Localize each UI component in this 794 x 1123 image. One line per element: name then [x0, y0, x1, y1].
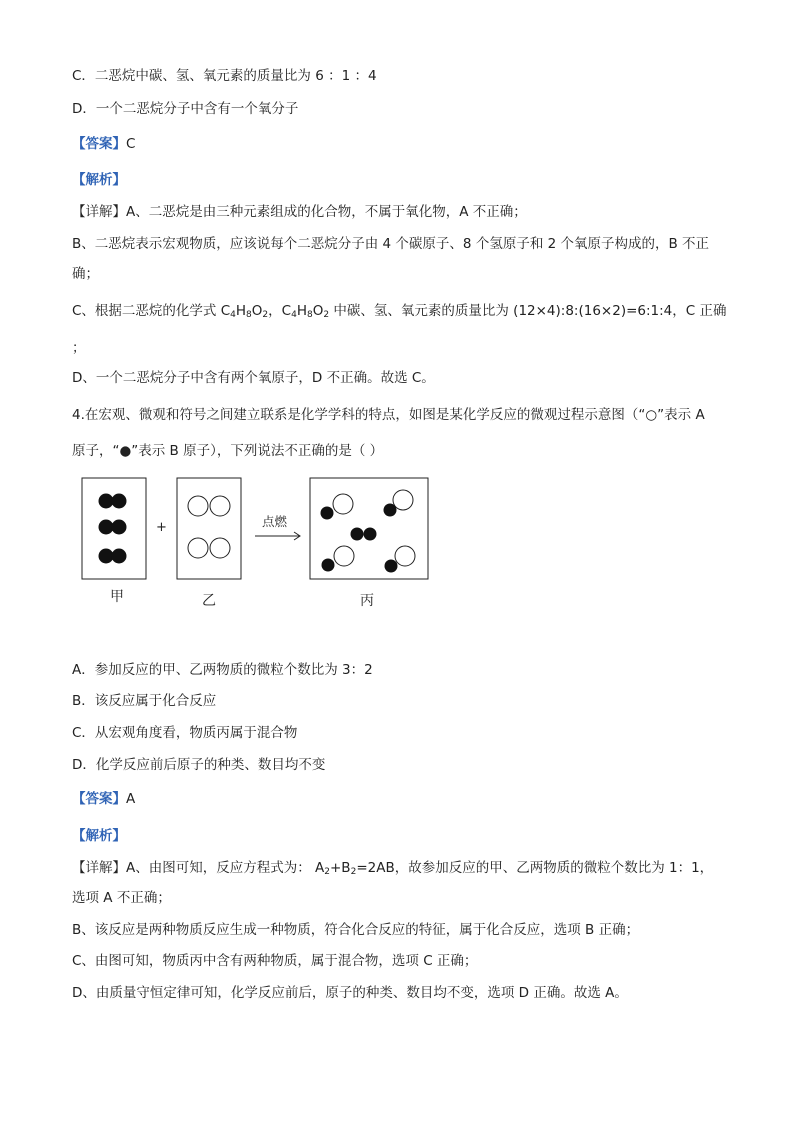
b-atom [351, 528, 364, 541]
b-atom [321, 507, 334, 520]
option-d: D．一个二恶烷分子中含有一个氧分子 [72, 101, 299, 117]
detail-b: B、该反应是两种物质反应生成一种物质，符合化合反应的特征，属于化合反应，选项 B 正确； [72, 922, 640, 938]
h: H [296, 303, 307, 319]
option-b: B．该反应属于化合反应 [72, 693, 217, 709]
b-atom [99, 520, 114, 535]
b-atom [99, 494, 114, 509]
a-atom [188, 496, 208, 516]
b-atom [112, 549, 127, 564]
detail-c-post: 中碳、氢、氧元素的质量比为 (12×4):8:(16×2)=6:1:4，C 正确 [329, 303, 727, 319]
sub: 8 [246, 310, 252, 320]
answer-row [72, 789, 135, 809]
option-c: C．二恶烷中碳、氢、氧元素的质量比为 6 ：1 ：4 [72, 68, 377, 84]
detail-c: C、由图可知，物质丙中含有两种物质，属于混合物，选项 C 正确； [72, 953, 478, 969]
yi-molecules [188, 496, 230, 558]
jia-molecules [99, 494, 127, 564]
a-atom [188, 538, 208, 558]
detail-a-pre: 【详解】A、由图可知，反应方程式为： A [72, 860, 325, 876]
detail-d: D、由质量守恒定律可知，化学反应前后，原子的种类、数目均不变，选项 D 正确。故选 A。 [72, 985, 628, 1001]
o: O [312, 303, 324, 319]
sub: 2 [262, 310, 269, 320]
answer-value: A [126, 791, 136, 807]
b-atom [322, 559, 335, 572]
option-d: D．化学反应前后原子的种类、数目均不变 [72, 757, 326, 773]
analysis-label: 【解析】 [72, 172, 126, 188]
sub: 2 [350, 867, 357, 877]
sub: 4 [230, 310, 236, 320]
answer-label: 【答案】 [72, 791, 126, 807]
option-c: C．从宏观角度看，物质丙属于混合物 [72, 725, 298, 741]
b-atom [385, 560, 398, 573]
sub: 2 [323, 310, 330, 320]
h: H [235, 303, 247, 319]
plus-b: +B [330, 860, 351, 876]
sub: 4 [291, 310, 297, 320]
detail-a-post: =2AB，故参加反应的甲、乙两物质的微粒个数比为 1：1， [356, 860, 714, 876]
detail-a: 【详解】A、二恶烷是由三种元素组成的化合物，不属于氧化物，A 不正确； [72, 204, 527, 220]
b-atom [112, 494, 127, 509]
a-atom [334, 546, 354, 566]
b-atom [364, 528, 377, 541]
box-yi [177, 478, 241, 579]
label-yi: 乙 [202, 593, 216, 609]
plus-sign: + [156, 520, 167, 535]
b-atom [384, 504, 397, 517]
detail-c-mid: ，C [268, 303, 292, 319]
o: O [251, 303, 263, 319]
detail-d: D、一个二恶烷分子中含有两个氧原子，D 不正确。故选 C。 [72, 370, 435, 386]
analysis-label: 【解析】 [72, 828, 126, 844]
answer-label: 【答案】 [72, 136, 126, 152]
a-atom [210, 538, 230, 558]
answer-value: C [126, 136, 136, 152]
a-atom [210, 496, 230, 516]
detail-b-line2: 确； [72, 266, 99, 282]
sub: 8 [306, 310, 313, 320]
detail-b-line1: B、二恶烷表示宏观物质，应该说每个二恶烷分子由 4 个碳原子、8 个氢原子和 2 个氧原子构成的，B 不正 [72, 236, 710, 252]
a-atom [393, 490, 413, 510]
detail-a-line2: 选项 A 不正确； [72, 890, 171, 906]
b-atom [99, 549, 114, 564]
question-stem-line2: 原子，“●”表示 B 原子），下列说法不正确的是（ ） [72, 443, 384, 459]
b-atom [112, 520, 127, 535]
analysis-row [72, 826, 126, 846]
label-jia: 甲 [110, 589, 124, 605]
a-atom [395, 546, 415, 566]
question-stem-line1: 4.在宏观、微观和符号之间建立联系是化学学科的特点，如图是某化学反应的微观过程示意图（“○”表示 A [72, 407, 705, 423]
a-atom [333, 494, 353, 514]
detail-c-cont: ； [72, 340, 86, 356]
label-bing: 丙 [360, 593, 374, 609]
arrow-label: 点燃 [262, 514, 288, 529]
detail-c-pre: C、根据二恶烷的化学式 C [72, 303, 231, 319]
option-a: A．参加反应的甲、乙两物质的微粒个数比为 3：2 [72, 662, 373, 678]
detail-a-line1 [72, 858, 713, 882]
bing-molecules [321, 490, 416, 573]
sub: 2 [324, 867, 330, 877]
